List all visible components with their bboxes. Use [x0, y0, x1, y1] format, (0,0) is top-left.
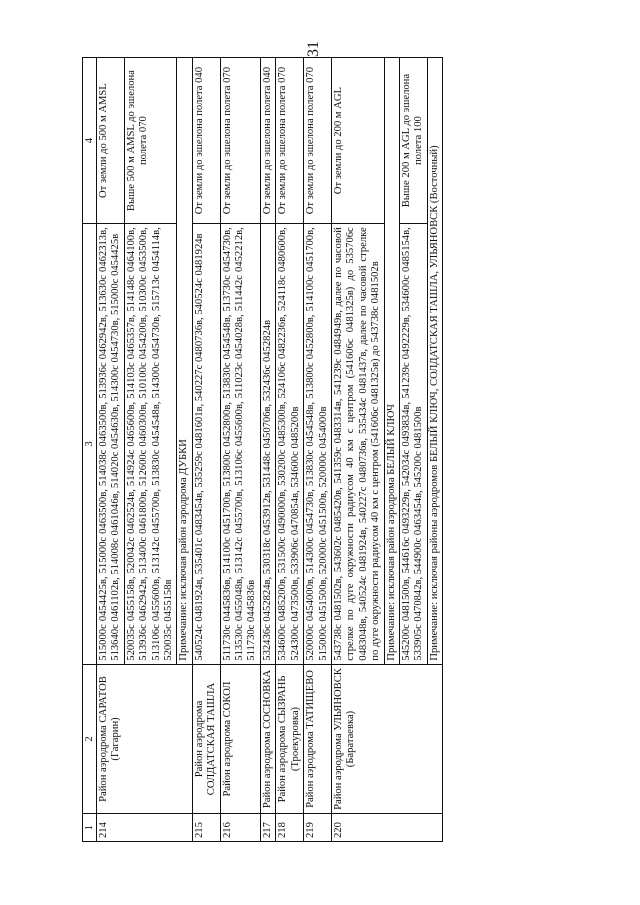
row-number: 215 — [192, 814, 220, 842]
altitude-limits: От земли до 200 м AGL — [331, 58, 384, 224]
header-col-1: 1 — [83, 814, 97, 842]
row-number: 219 — [304, 814, 332, 842]
table-header-row — [83, 58, 97, 842]
row-number: 216 — [220, 814, 260, 842]
altitude-limits: От земли до 500 м AMSL — [97, 58, 125, 224]
aerodrome-name: Район аэродрома СОКОЛ — [220, 664, 260, 814]
aerodrome-name: Район аэродрома ТАТИЩЕВО — [304, 664, 332, 814]
aerodrome-name: Район аэродрома САРАТОВ (Гагарин) — [97, 664, 193, 814]
table-row — [192, 58, 220, 842]
altitude-limits: Выше 200 м AGL до эшелона полета 100 — [399, 58, 427, 224]
coordinates: 540524с 0481924в, 535401с 0483454в, 535259с 0481601в, 540227с 0480736в, 540524с 0481924в — [192, 224, 220, 664]
altitude-limits: От земли до эшелона полета 070 — [220, 58, 260, 224]
altitude-limits: От земли до эшелона полета 040 — [192, 58, 220, 224]
row-number: 220 — [331, 814, 442, 842]
table-row — [97, 58, 125, 842]
table-row — [260, 58, 275, 842]
rotated-table-container — [82, 57, 530, 842]
coordinates: 545200с 0481500в, 544616с 0493229в, 542034с 0493834в, 541239с 0492229в, 534600с 0485154в, 533905с 0470842в, 544900с 0463454в, 545200с 0481500в — [399, 224, 427, 664]
coordinates: 534600с 0485200в, 531500с 0490000в, 530200с 0485300в, 524106с 0482236в, 524118с 0480600в, 524300с 0473500в, 533906с 0470854в, 534600с 0485200в — [276, 224, 304, 664]
table-row — [276, 58, 304, 842]
table-row — [331, 58, 384, 842]
header-col-4: 4 — [83, 58, 97, 224]
coordinates: 520035с 0455158в, 520042с 0462524в, 514924с 0465600в, 514103с 0465357в, 514148с 0464100в, 513936с 0462942в, 513400с 0461800в, 512600с 0460300в, 510100с 0454200в, 510300с 0453500в, 513106с 0455600в, 513142с 0455700в, 513830с 0454548в, 514300с 0454730в, 515713с 0454114в, 520035с 0455158в — [124, 224, 177, 664]
row-note: Примечание: исключая районы аэродромов БЕЛЫЙ КЛЮЧ, СОЛДАТСКАЯ ТАШЛА, УЛЬЯНОВСК (Восточный) — [427, 58, 442, 665]
altitude-limits: От земли до эшелона полета 070 — [304, 58, 332, 224]
aerodrome-name: Район аэродрома СОСНОВКА — [260, 664, 275, 814]
page-number: 31 — [305, 41, 322, 57]
row-note: Примечание: исключая район аэродрома ДУБКИ — [177, 58, 192, 665]
airspace-table — [82, 57, 443, 842]
row-number: 218 — [276, 814, 304, 842]
table-row — [220, 58, 260, 842]
row-number: 217 — [260, 814, 275, 842]
aerodrome-name: Район аэродрома СОЛДАТСКАЯ ТАШЛА — [192, 664, 220, 814]
coordinates: 520000с 0454000в, 514300с 0454730в, 513830с 0454548в, 513800с 0452800в, 514100с 0451700в, 515000с 0451500в, 520000с 0451500в, 520000с 0454000в — [304, 224, 332, 664]
row-number: 214 — [97, 814, 193, 842]
table-row — [304, 58, 332, 842]
aerodrome-name: Район аэродрома СЫЗРАНЬ (Троекуровка) — [276, 664, 304, 814]
altitude-limits: Выше 500 м AMSL до эшелона полета 070 — [124, 58, 177, 224]
aerodrome-name: Район аэродрома УЛЬЯНОВСК (Баратаевка) — [331, 664, 442, 814]
header-col-2: 2 — [83, 664, 97, 814]
coordinates: 515000с 0454425в, 515000с 0463500в, 514038с 0463500в, 513936с 0462942в, 513630с 0462313в, 513640с 0461102в, 514008с 0461046в, 514020с 0454630в, 514300с 0454730в, 515000с 0454425в — [97, 224, 125, 664]
coordinates: 511730с 0445836в, 514100с 0451700в, 513800с 0452800в, 513830с 0454548в, 513730с 0454730в, 513530с 0455048в, 513142с 0455700в, 513106с 0455600в, 511023с 0454028в, 511442с 0452212в, 511730с 0445836в — [220, 224, 260, 664]
coordinates: 532436с 0452824в, 530318с 0453912в, 531448с 0450706в, 532436с 0452824в — [260, 224, 275, 664]
header-col-3: 3 — [83, 224, 97, 664]
coordinates: 543738с 0481502в, 543602с 0485420в, 541359с 0483314в, 541239с 0484949в, далее по часовой стрелке по дуге окружности радиусом 40 км с центром (541606с 0481325в) до 535706с 0483048в, 540524с 0481924в, 540227с 0480736в, 535434с 0481437в, далее по часовой стрелке по дуге окружности радиусом 40 км с центром (541606с 0481325в) до 543738с 0481502в — [331, 224, 384, 664]
altitude-limits: От земли до эшелона полета 040 — [260, 58, 275, 224]
row-note: Примечание: исключая район аэродрома БЕЛЫЙ КЛЮЧ — [384, 58, 399, 665]
altitude-limits: От земли до эшелона полета 070 — [276, 58, 304, 224]
